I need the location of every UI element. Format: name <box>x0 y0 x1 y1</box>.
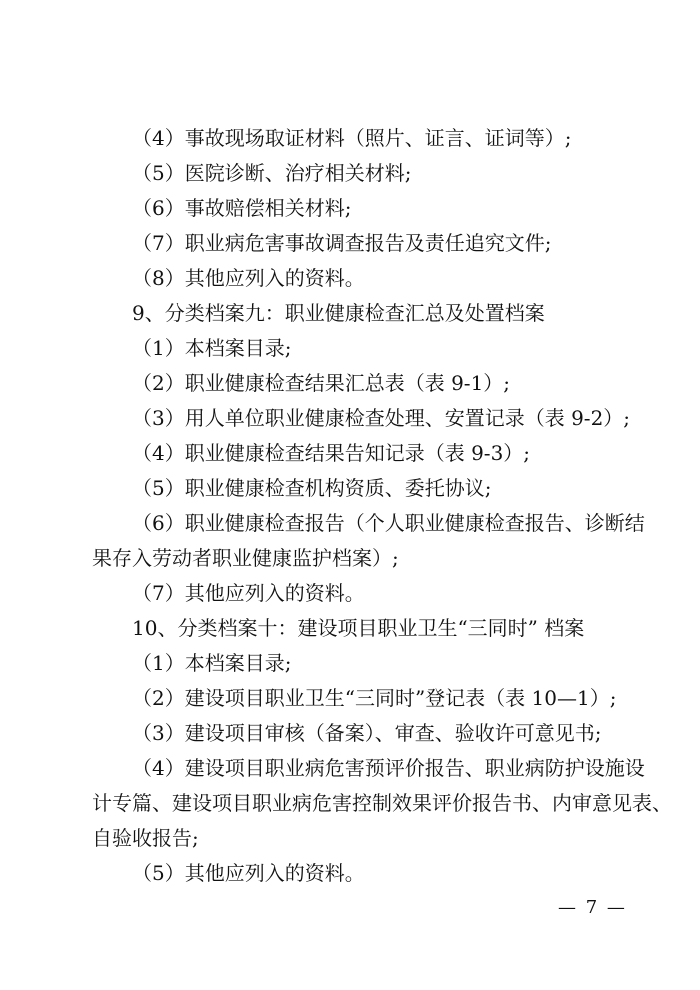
text-line: （1）本档案目录; <box>132 336 292 360</box>
text-line: （2）职业健康检查结果汇总表（表 9-1）; <box>132 371 511 395</box>
text-line: （5）医院诊断、治疗相关材料; <box>132 161 412 185</box>
section-heading-9: 9、分类档案九：职业健康检查汇总及处置档案 <box>132 301 545 325</box>
text-line: （5）其他应列入的资料。 <box>132 861 365 885</box>
text-line: （6）职业健康检查报告（个人职业健康检查报告、诊断结 <box>132 511 645 535</box>
text-line: （4）事故现场取证材料（照片、证言、证词等）; <box>132 126 572 150</box>
text-line: （5）职业健康检查机构资质、委托协议; <box>132 476 492 500</box>
text-line: （7）职业病危害事故调查报告及责任追究文件; <box>132 231 552 255</box>
text-line: 果存入劳动者职业健康监护档案）; <box>92 546 399 570</box>
text-line: （2）建设项目职业卫生“三同时”登记表（表 10—1）; <box>132 686 617 710</box>
text-line: （1）本档案目录; <box>132 651 292 675</box>
text-line: （8）其他应列入的资料。 <box>132 266 365 290</box>
section-heading-10: 10、分类档案十：建设项目职业卫生“三同时” 档案 <box>132 616 585 640</box>
text-line: （4）建设项目职业病危害预评价报告、职业病防护设施设 <box>132 756 645 780</box>
text-line: （3）用人单位职业健康检查处理、安置记录（表 9-2）; <box>132 406 631 430</box>
text-line: 自验收报告; <box>92 826 199 850</box>
text-line: （4）职业健康检查结果告知记录（表 9-3）; <box>132 441 531 465</box>
text-line: （7）其他应列入的资料。 <box>132 581 365 605</box>
text-line: （6）事故赔偿相关材料; <box>132 196 352 220</box>
page-number: — 7 — <box>558 897 627 918</box>
text-line: 计专篇、建设项目职业病危害控制效果评价报告书、内审意见表、 <box>92 791 672 815</box>
text-line: （3）建设项目审核（备案）、审查、验收许可意见书; <box>132 721 602 745</box>
